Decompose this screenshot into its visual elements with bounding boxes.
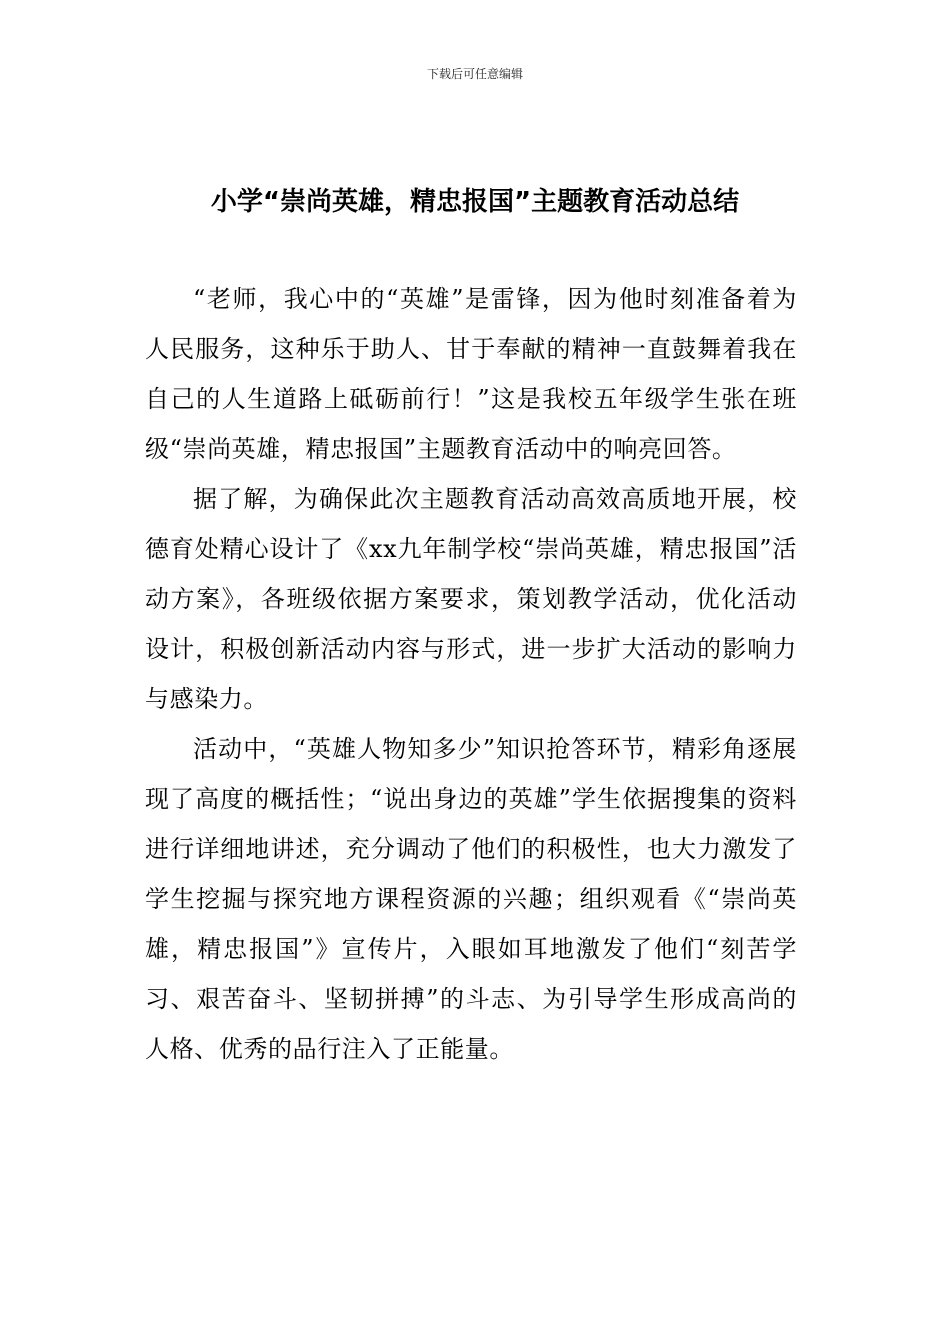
document-body	[145, 274, 797, 1074]
document-title: 小学“崇尚英雄，精忠报国”主题教育活动总结	[210, 187, 740, 217]
page-header-note: 下载后可任意编辑	[426, 67, 523, 81]
paragraph-3: 活动中，“英雄人物知多少”知识抢答环节，精彩角逐展现了高度的概括性；“说出身边的英雄”学生依据搜集的资料进行详细地讲述，充分调动了他们的积极性，也大力激发了学生挖掘与探究地方课程资源的兴趣；组织观看《“崇尚英雄，精忠报国”》宣传片，入眼如耳地激发了他们“刻苦学习、艰苦奋斗、坚韧拼搏”的斗志、为引导学生形成高尚的人格、优秀的品行注入了正能量。	[145, 735, 797, 1063]
paragraph-2: 据了解，为确保此次主题教育活动高效高质地开展，校德育处精心设计了《xx九年制学校“崇尚英雄，精忠报国”活动方案》，各班级依据方案要求，策划教学活动，优化活动设计，积极创新活动内容与形式，进一步扩大活动的影响力与感染力。	[145, 485, 797, 713]
paragraph-1: “老师，我心中的“英雄”是雷锋，因为他时刻准备着为人民服务，这种乐于助人、甘于奉献的精神一直鼓舞着我在自己的人生道路上砥砺前行！”这是我校五年级学生张在班级“崇尚英雄，精忠报国”主题教育活动中的响亮回答。	[145, 285, 797, 463]
